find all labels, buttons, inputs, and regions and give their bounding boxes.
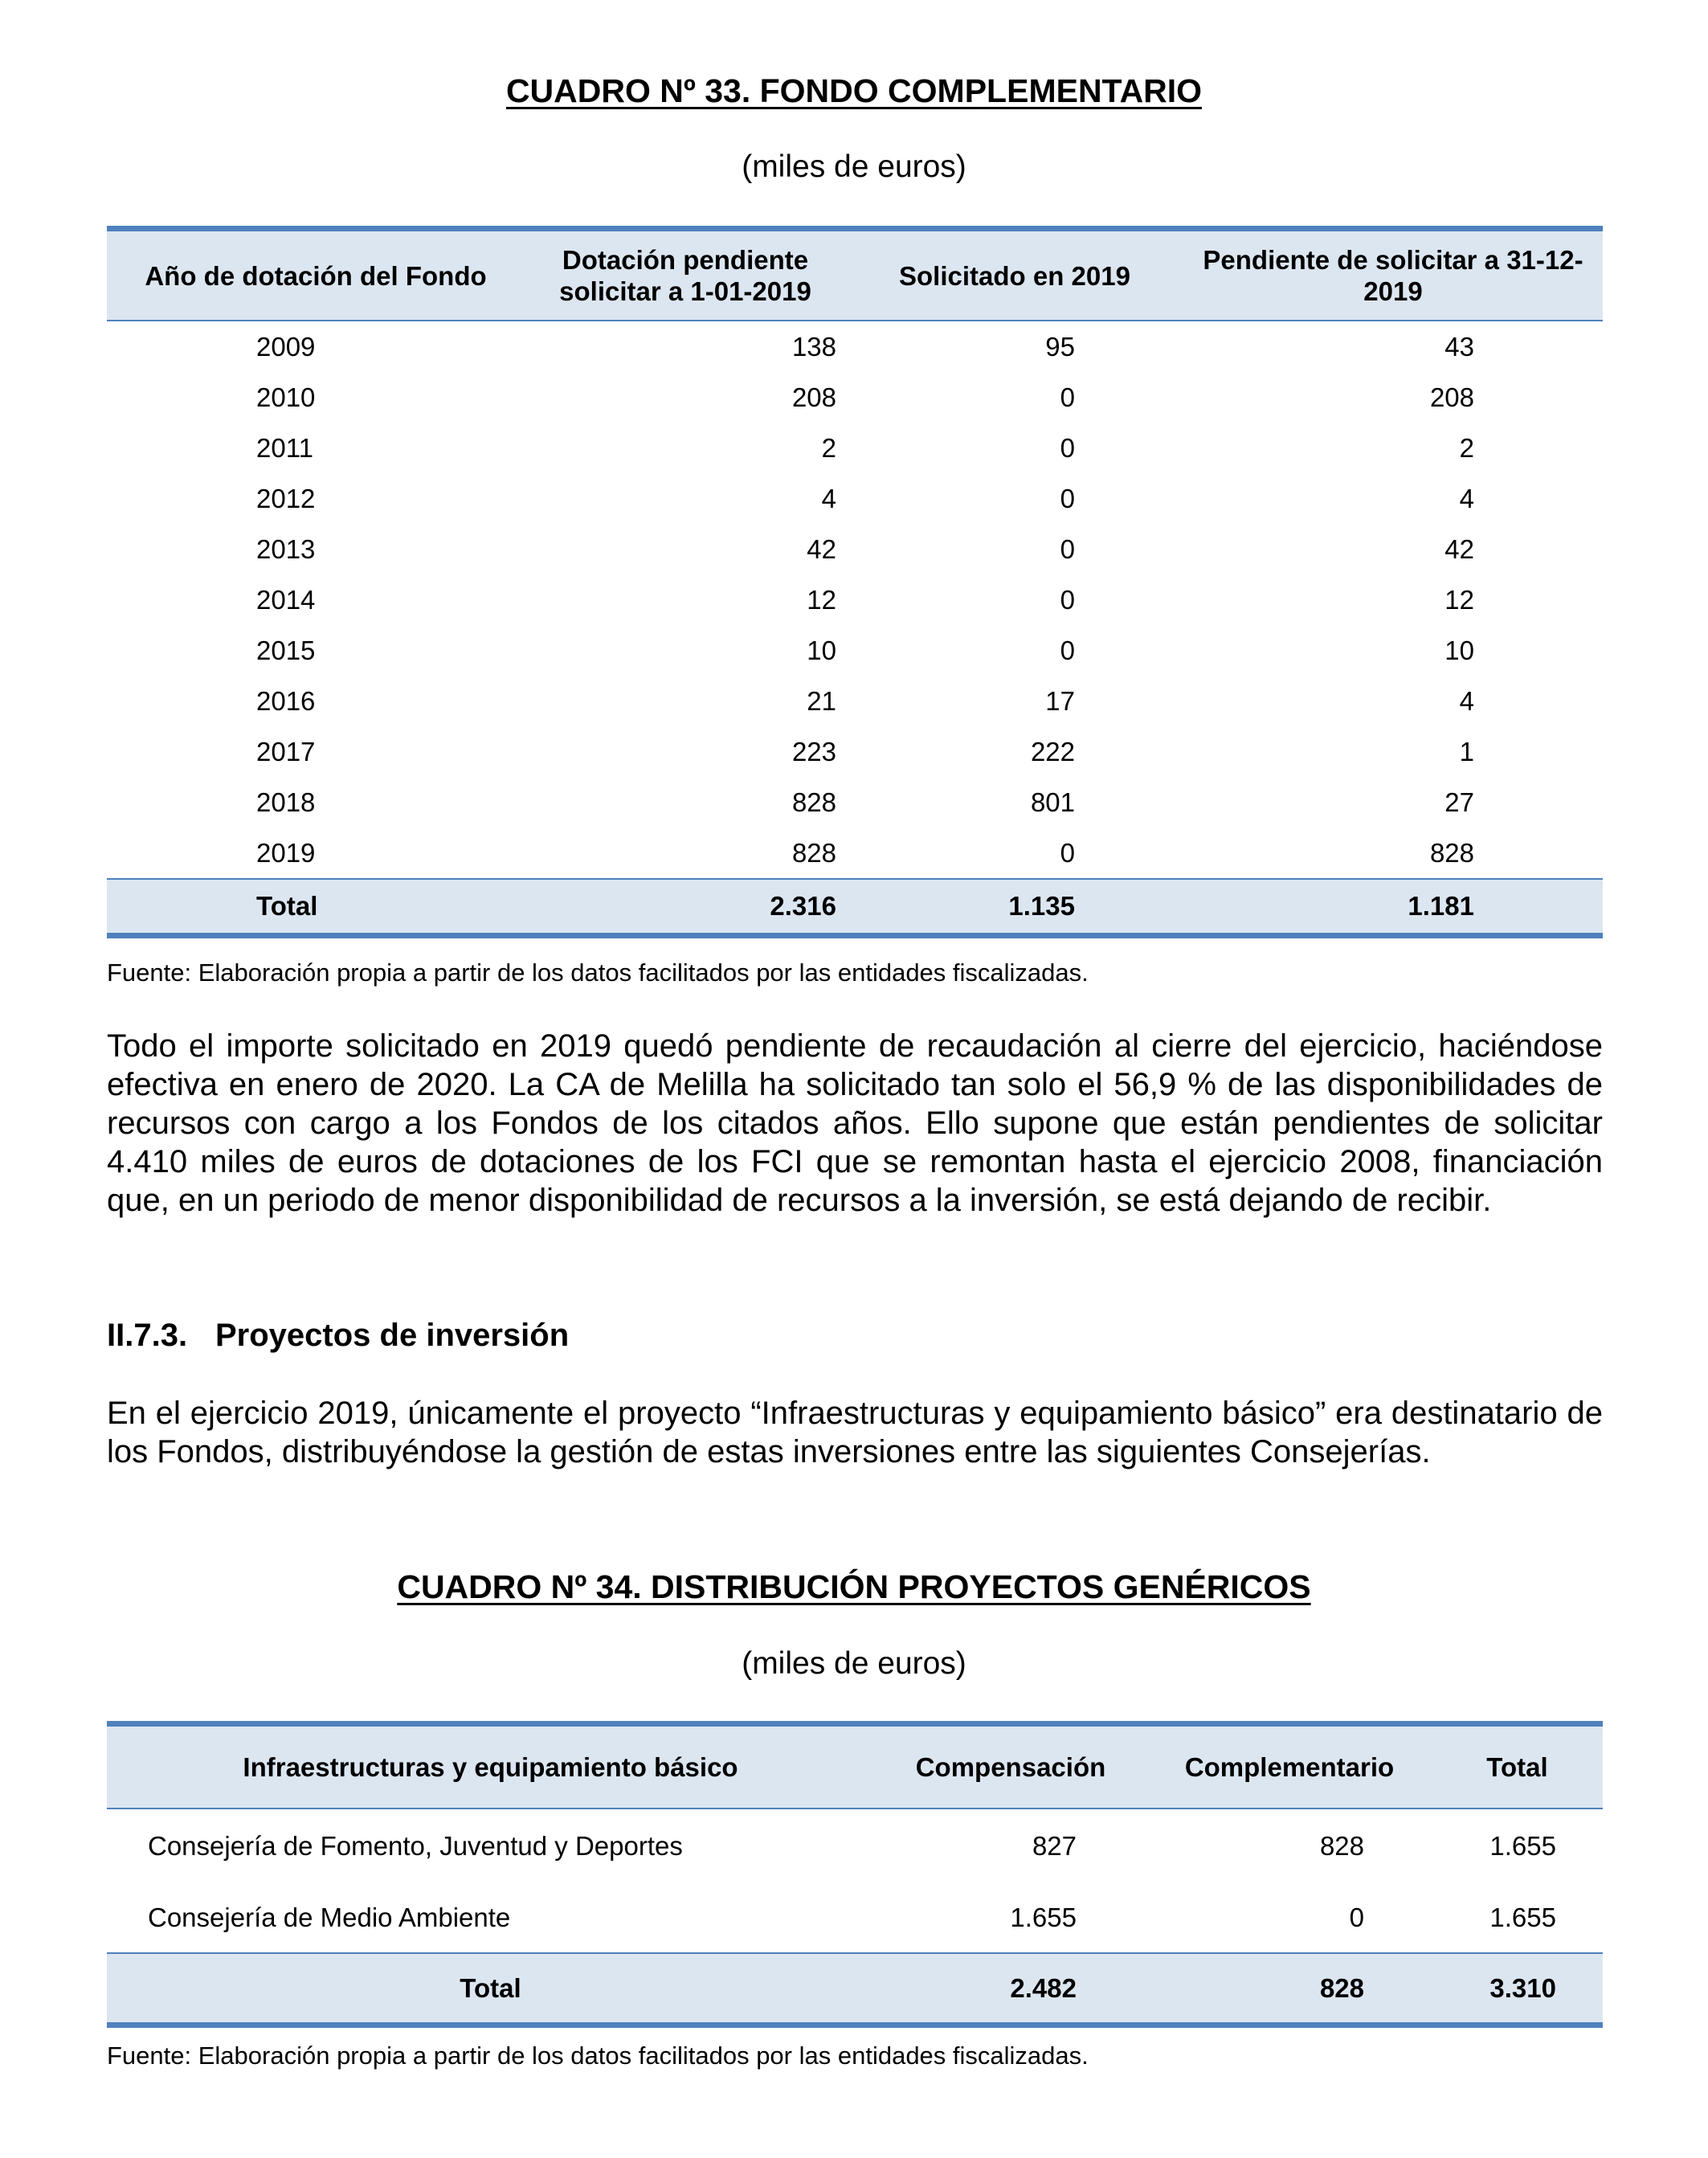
- cell-consejeria: Consejería de Fomento, Juventud y Deportes: [148, 1831, 683, 1861]
- cuadro33-header-requested: Solicitado en 2019: [846, 229, 1183, 321]
- cell-complementario: 0: [1349, 1903, 1364, 1932]
- cell-pending-end: 12: [1444, 584, 1474, 615]
- cuadro34-header-compensacion: Compensación: [874, 1724, 1147, 1809]
- cell-pending-start: 4: [821, 483, 836, 513]
- cuadro33-table: [107, 226, 1603, 938]
- cuadro33-header-pending-start: Dotación pendiente solicitar a 1-01-2019: [525, 229, 846, 321]
- table-row: [107, 574, 1603, 625]
- cell-year: 2010: [256, 382, 316, 412]
- cell-year: 2018: [256, 787, 316, 817]
- cuadro34-title: CUADRO Nº 34. DISTRIBUCIÓN PROYECTOS GENÉRICOS: [397, 1568, 1311, 1605]
- total-complementario: 828: [1147, 1953, 1432, 2025]
- cell-pending-start: 12: [807, 584, 836, 615]
- cuadro34-table: [107, 1721, 1603, 2028]
- cell-pending-end: 43: [1444, 331, 1474, 362]
- cell-pending-end: 42: [1444, 533, 1474, 564]
- cell-pending-end: 4: [1459, 685, 1474, 716]
- table-row: [107, 625, 1603, 676]
- cell-requested: 222: [1030, 736, 1075, 766]
- total-label: Total: [107, 1953, 874, 2025]
- cell-pending-start: 42: [807, 533, 836, 564]
- total-row: [107, 879, 1603, 936]
- cell-complementario: 828: [1319, 1831, 1364, 1861]
- cell-compensacion: 1.655: [1010, 1903, 1077, 1932]
- cuadro34-header-project: Infraestructuras y equipamiento básico: [107, 1724, 874, 1809]
- table-row: [107, 777, 1603, 828]
- cuadro33-units: (miles de euros): [742, 149, 966, 184]
- cell-total: 1.655: [1489, 1831, 1556, 1861]
- cell-pending-start: 138: [791, 331, 836, 362]
- cell-year: 2016: [256, 685, 316, 716]
- cell-pending-start: 208: [791, 382, 836, 412]
- cell-compensacion: 827: [1032, 1831, 1077, 1861]
- table-row: [107, 473, 1603, 524]
- total-pending-end: 1.181: [1183, 879, 1603, 936]
- cell-year: 2012: [256, 483, 316, 513]
- cell-requested: 0: [1060, 533, 1075, 564]
- cell-requested: 17: [1045, 685, 1075, 716]
- table-row: [107, 828, 1603, 879]
- cell-pending-start: 2: [821, 432, 836, 463]
- body-paragraph-1: Todo el importe solicitado en 2019 quedó pendiente de recaudación al cierre del ejercicio, haciéndose efectiva en enero de 2020. La CA de Melilla ha solicitado tan solo el 56,9 % de las disponibilidades de recursos con cargo a los Fondos de los citados años. Ello supone que están pendientes de solicitar 4.410 miles de euros de dotaciones de los FCI que se remontan hasta el ejercicio 2008, financiación que, en un periodo de menor disponibilidad de recursos a la inversión, se está dejando de recibir.: [107, 1028, 1603, 1218]
- cell-year: 2013: [256, 533, 316, 564]
- cell-pending-end: 2: [1459, 432, 1474, 463]
- cell-year: 2011: [256, 432, 313, 463]
- cell-requested: 0: [1060, 837, 1075, 868]
- cell-requested: 95: [1045, 331, 1075, 362]
- total-requested: 1.135: [846, 879, 1183, 936]
- cell-pending-start: 21: [807, 685, 836, 716]
- table-row: [107, 1883, 1603, 1953]
- cell-pending-end: 4: [1459, 483, 1474, 513]
- cell-pending-end: 10: [1444, 635, 1474, 665]
- section-title: Proyectos de inversión: [215, 1318, 570, 1353]
- cell-requested: 0: [1060, 584, 1075, 615]
- table-row: [107, 524, 1603, 574]
- table-row: [107, 321, 1603, 372]
- cuadro33-title: CUADRO Nº 33. FONDO COMPLEMENTARIO: [505, 72, 1203, 109]
- cell-year: 2019: [256, 837, 316, 868]
- cell-year: 2009: [256, 331, 316, 362]
- section-number: II.7.3.: [107, 1318, 188, 1353]
- total-pending-start: 2.316: [525, 879, 846, 936]
- cell-pending-end: 27: [1444, 787, 1474, 817]
- cell-consejeria: Consejería de Medio Ambiente: [148, 1903, 511, 1932]
- cell-year: 2017: [256, 736, 316, 766]
- cell-year: 2015: [256, 635, 316, 665]
- cell-pending-end: 1: [1459, 736, 1474, 766]
- cell-pending-start: 10: [807, 635, 836, 665]
- cell-requested: 0: [1060, 483, 1075, 513]
- cuadro34-header-complementario: Complementario: [1147, 1724, 1432, 1809]
- table-row: [107, 676, 1603, 726]
- cell-pending-end: 828: [1429, 837, 1474, 868]
- cell-pending-end: 208: [1429, 382, 1474, 412]
- cell-pending-start: 828: [791, 787, 836, 817]
- cuadro34-units: (miles de euros): [742, 1646, 966, 1681]
- cuadro34-source: Fuente: Elaboración propia a partir de los datos facilitados por las entidades fiscalizadas.: [107, 2042, 1089, 2070]
- cell-pending-start: 828: [791, 837, 836, 868]
- total-label: Total: [107, 879, 525, 936]
- section-heading: [107, 1318, 569, 1354]
- cuadro34-header-total: Total: [1432, 1724, 1603, 1809]
- body-paragraph-2: En el ejercicio 2019, únicamente el proyecto “Infraestructuras y equipamiento básico” era destinatario de los Fondos, distribuyéndose la gestión de estas inversiones entre las siguientes Consejerías.: [107, 1396, 1603, 1469]
- total-compensacion: 2.482: [874, 1953, 1147, 2025]
- table-row: [107, 423, 1603, 473]
- cuadro33-header-pending-end: Pendiente de solicitar a 31-12-2019: [1183, 229, 1603, 321]
- cell-requested: 801: [1030, 787, 1075, 817]
- total-total: 3.310: [1432, 1953, 1603, 2025]
- cell-pending-start: 223: [791, 736, 836, 766]
- cuadro33-header-year: Año de dotación del Fondo: [107, 229, 525, 321]
- table-row: [107, 1809, 1603, 1883]
- total-row: [107, 1953, 1603, 2025]
- cell-total: 1.655: [1489, 1903, 1556, 1932]
- cell-requested: 0: [1060, 432, 1075, 463]
- cell-year: 2014: [256, 584, 316, 615]
- cell-requested: 0: [1060, 382, 1075, 412]
- cell-requested: 0: [1060, 635, 1075, 665]
- table-row: [107, 372, 1603, 423]
- table-row: [107, 726, 1603, 777]
- cuadro33-source: Fuente: Elaboración propia a partir de los datos facilitados por las entidades fiscalizadas.: [107, 958, 1089, 987]
